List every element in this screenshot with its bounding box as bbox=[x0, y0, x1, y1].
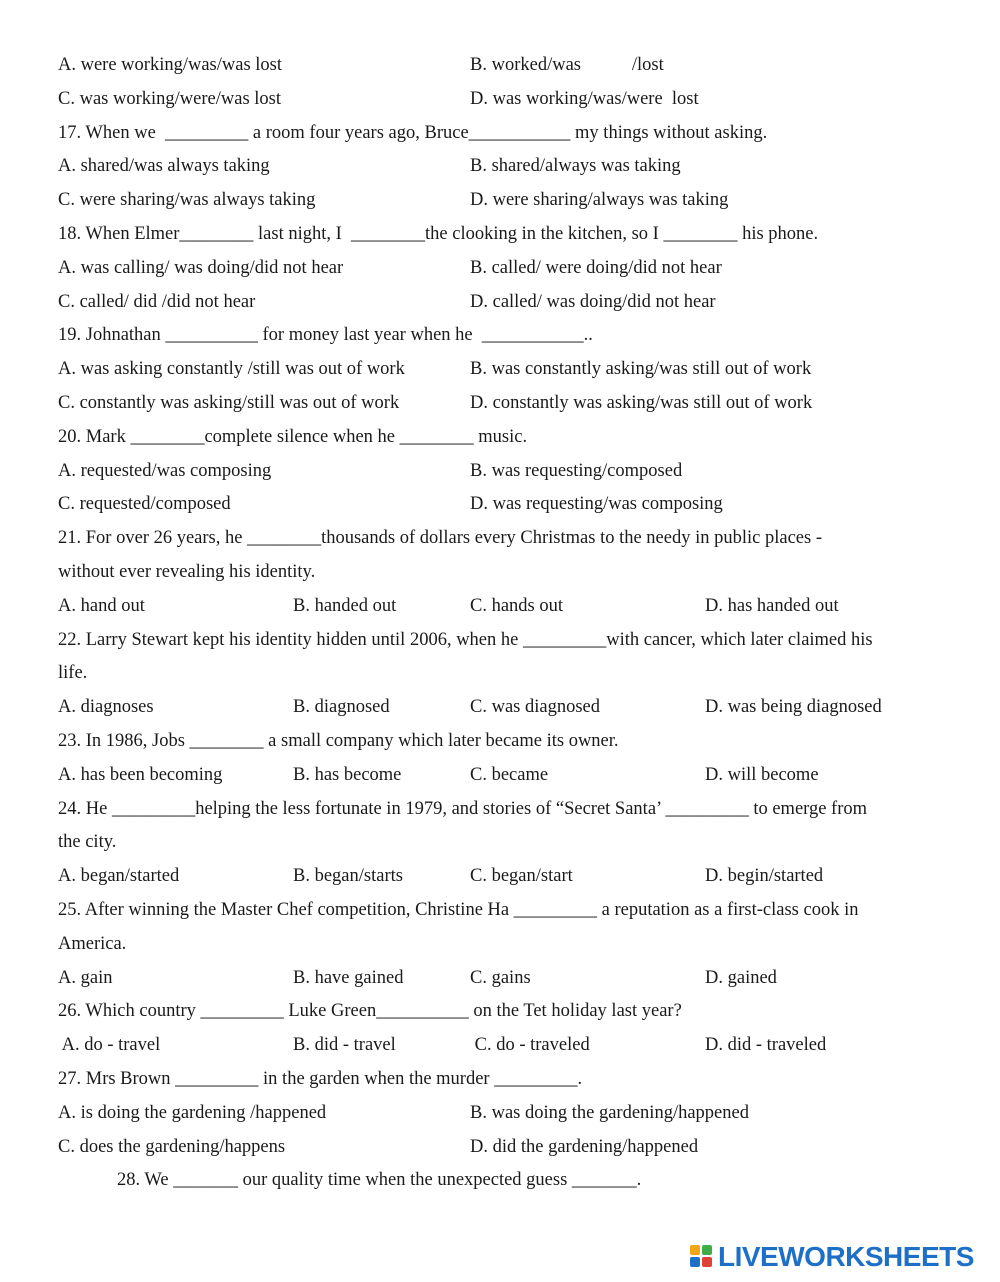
answer-option: D. gained bbox=[705, 967, 777, 988]
worksheet-line bbox=[0, 423, 1000, 451]
worksheet-line bbox=[0, 119, 1000, 147]
answer-option: D. begin/started bbox=[705, 866, 824, 887]
answer-option: C. constantly was asking/still was out of work bbox=[58, 393, 400, 413]
worksheet-line bbox=[0, 355, 1000, 383]
worksheet-line bbox=[0, 862, 1000, 890]
answer-option: B. shared/always was taking bbox=[470, 156, 681, 177]
question-text: 27. Mrs Brown _________ in the garden when the murder _________. bbox=[58, 1069, 583, 1089]
answer-option: C. began/start bbox=[470, 866, 573, 887]
answer-option: B. was constantly asking/was still out of work bbox=[470, 359, 812, 380]
answer-option: C. called/ did /did not hear bbox=[58, 291, 256, 312]
answer-option: B. diagnosed bbox=[293, 697, 390, 718]
answer-option: C. became bbox=[470, 764, 549, 785]
answer-option: B. began/starts bbox=[293, 866, 403, 887]
worksheet-line bbox=[0, 828, 1000, 856]
answer-option: A. gain bbox=[58, 967, 113, 988]
answer-option: C. was working/were/was lost bbox=[58, 88, 281, 109]
answer-option: C. hands out bbox=[470, 595, 564, 616]
worksheet-line bbox=[0, 321, 1000, 349]
answer-option: C. was diagnosed bbox=[470, 697, 600, 718]
answer-option: D. was being diagnosed bbox=[705, 697, 882, 718]
question-text: 18. When Elmer________ last night, I ________the clooking in the kitchen, so I ________ his phone. bbox=[58, 224, 819, 244]
worksheet-line bbox=[0, 795, 1000, 823]
answer-option: D. constantly was asking/was still out of work bbox=[470, 393, 813, 413]
answer-option: C. requested/composed bbox=[58, 494, 231, 515]
question-text: without ever revealing his identity. bbox=[58, 562, 316, 582]
question-text: 23. In 1986, Jobs ________ a small company which later became its owner. bbox=[58, 731, 619, 751]
worksheet-line bbox=[0, 558, 1000, 586]
answer-option: A. were working/was/was lost bbox=[58, 55, 283, 75]
worksheet-line bbox=[0, 896, 1000, 924]
question-text: life. bbox=[58, 663, 88, 684]
question-text: 20. Mark ________complete silence when he ________ music. bbox=[58, 426, 528, 447]
worksheet-line bbox=[0, 1099, 1000, 1127]
worksheet-line bbox=[0, 51, 1000, 79]
answer-option: C. does the gardening/happens bbox=[58, 1136, 286, 1157]
answer-option: B. worked/was /lost bbox=[470, 55, 664, 75]
answer-option: D. did the gardening/happened bbox=[470, 1136, 699, 1157]
answer-option: A. was calling/ was doing/did not hear bbox=[58, 257, 344, 278]
answer-option: B. was requesting/composed bbox=[470, 460, 683, 481]
answer-option: B. handed out bbox=[293, 595, 397, 616]
question-text: 28. We _______ our quality time when the unexpected guess _______. bbox=[117, 1170, 642, 1191]
worksheet-line bbox=[0, 490, 1000, 518]
logo-text: LIVEWORKSHEETS bbox=[718, 1241, 974, 1272]
answer-option: C. gains bbox=[470, 967, 531, 988]
answer-option: B. has become bbox=[293, 764, 402, 785]
worksheet-line bbox=[0, 152, 1000, 180]
worksheet-line bbox=[0, 761, 1000, 789]
answer-option: A. hand out bbox=[58, 595, 145, 616]
worksheet-line bbox=[0, 693, 1000, 721]
answer-option: A. is doing the gardening /happened bbox=[58, 1102, 327, 1123]
worksheet-line bbox=[0, 288, 1000, 316]
question-text: the city. bbox=[58, 832, 117, 853]
answer-option: B. did - travel bbox=[293, 1035, 396, 1056]
question-text: 26. Which country _________ Luke Green__________ on the Tet holiday last year? bbox=[58, 1001, 682, 1022]
worksheet-line bbox=[0, 1166, 1000, 1194]
answer-option: D. has handed out bbox=[705, 595, 839, 616]
question-text: 22. Larry Stewart kept his identity hidden until 2006, when he _________with cancer, which later claimed his bbox=[58, 629, 873, 650]
question-text: 24. He _________helping the less fortunate in 1979, and stories of “Secret Santa’ _________ to emerge from bbox=[58, 798, 868, 819]
answer-option: D. will become bbox=[705, 764, 819, 785]
worksheet-line bbox=[0, 524, 1000, 552]
worksheet-line bbox=[0, 254, 1000, 282]
answer-option: C. do - traveled bbox=[470, 1035, 590, 1056]
answer-option: B. have gained bbox=[293, 967, 404, 988]
answer-option: D. was requesting/was composing bbox=[470, 494, 723, 515]
worksheet-line bbox=[0, 964, 1000, 992]
worksheet-line bbox=[0, 930, 1000, 958]
answer-option: A. requested/was composing bbox=[58, 460, 272, 481]
answer-option: B. called/ were doing/did not hear bbox=[470, 257, 722, 278]
answer-option: A. shared/was always taking bbox=[58, 156, 270, 177]
worksheet-line bbox=[0, 1133, 1000, 1161]
answer-option: D. called/ was doing/did not hear bbox=[470, 291, 716, 312]
answer-option: A. diagnoses bbox=[58, 697, 154, 718]
worksheet-line bbox=[0, 1065, 1000, 1093]
question-text: 25. After winning the Master Chef competition, Christine Ha _________ a reputation as a first-class cook in bbox=[58, 900, 859, 920]
worksheet-line bbox=[0, 457, 1000, 485]
worksheet-line bbox=[0, 220, 1000, 248]
worksheet-line bbox=[0, 389, 1000, 417]
answer-option: C. were sharing/was always taking bbox=[58, 190, 316, 211]
question-text: 19. Johnathan __________ for money last year when he ___________.. bbox=[58, 325, 593, 346]
worksheet-line bbox=[0, 659, 1000, 687]
answer-option: A. was asking constantly /still was out of work bbox=[58, 359, 405, 380]
liveworksheets-logo[interactable] bbox=[690, 1240, 990, 1274]
answer-option: D. were sharing/always was taking bbox=[470, 190, 729, 211]
answer-option: A. do - travel bbox=[58, 1035, 161, 1056]
worksheet-line bbox=[0, 592, 1000, 620]
worksheet-line bbox=[0, 626, 1000, 654]
worksheet-line bbox=[0, 727, 1000, 755]
answer-option: D. was working/was/were lost bbox=[470, 88, 699, 109]
worksheet-line bbox=[0, 1031, 1000, 1059]
question-text: 21. For over 26 years, he ________thousands of dollars every Christmas to the needy in public places - bbox=[58, 528, 822, 549]
answer-option: D. did - traveled bbox=[705, 1035, 827, 1056]
worksheet-line bbox=[0, 997, 1000, 1025]
question-text: 17. When we _________ a room four years ago, Bruce___________ my things without asking. bbox=[58, 122, 768, 143]
question-text: America. bbox=[58, 933, 127, 954]
answer-option: A. has been becoming bbox=[58, 764, 223, 785]
answer-option: A. began/started bbox=[58, 866, 180, 887]
liveworksheets-mark-icon bbox=[690, 1245, 714, 1269]
worksheet-line bbox=[0, 186, 1000, 214]
answer-option: B. was doing the gardening/happened bbox=[470, 1102, 749, 1123]
worksheet-line bbox=[0, 85, 1000, 113]
